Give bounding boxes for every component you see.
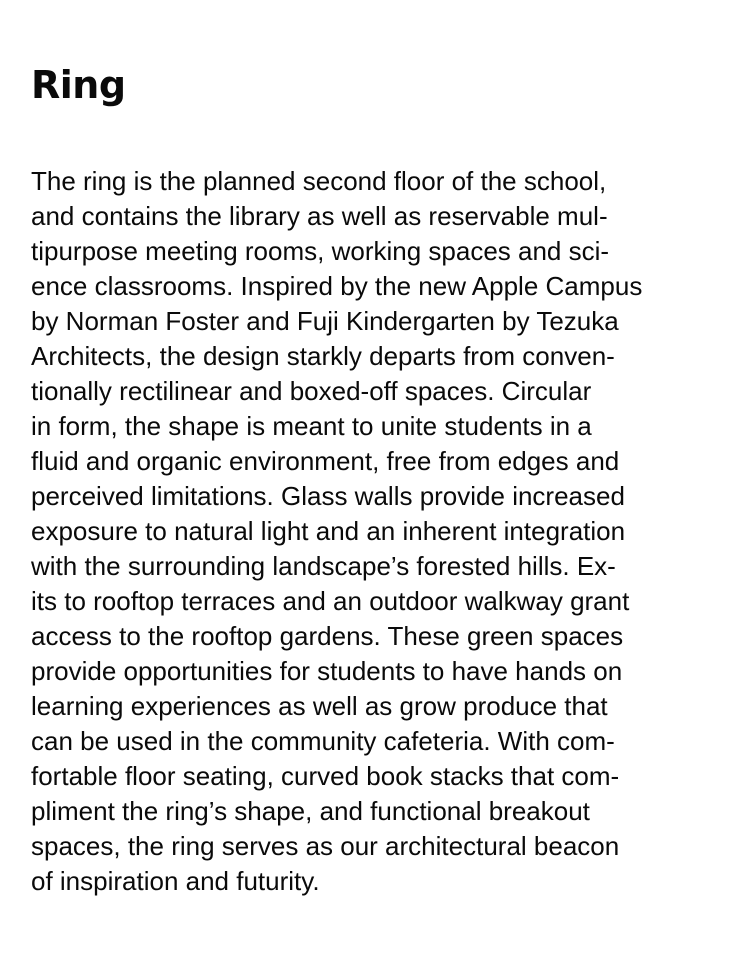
paragraph-line: its to rooftop terraces and an outdoor walkway grant	[31, 586, 630, 616]
paragraph-line: exposure to natural light and an inherent integration	[31, 516, 626, 546]
paragraph-line: can be used in the community cafeteria. With com-	[31, 726, 615, 756]
paragraph-line: with the surrounding landscape’s forested hills. Ex-	[31, 551, 616, 581]
paragraph-line: provide opportunities for students to have hands on	[31, 656, 623, 686]
paragraph-line: spaces, the ring serves as our architectural beacon	[31, 831, 620, 861]
paragraph-line: pliment the ring’s shape, and functional breakout	[31, 796, 590, 826]
section-heading: Ring	[31, 63, 126, 107]
paragraph-line: tionally rectilinear and boxed-off spaces. Circular	[31, 376, 592, 406]
paragraph-line: fluid and organic environment, free from edges and	[31, 446, 620, 476]
paragraph-line: learning experiences as well as grow produce that	[31, 691, 608, 721]
paragraph-line: access to the rooftop gardens. These green spaces	[31, 621, 624, 651]
paragraph-line: Architects, the design starkly departs from conven-	[31, 341, 615, 371]
paragraph-line: perceived limitations. Glass walls provide increased	[31, 481, 625, 511]
paragraph-line: of inspiration and futurity.	[31, 866, 320, 896]
body-paragraph	[31, 164, 731, 899]
paragraph-line: in form, the shape is meant to unite students in a	[31, 411, 592, 441]
paragraph-line: by Norman Foster and Fuji Kindergarten by Tezuka	[31, 306, 619, 336]
paragraph-line: fortable floor seating, curved book stacks that com-	[31, 761, 620, 791]
paragraph-line: tipurpose meeting rooms, working spaces and sci-	[31, 236, 610, 266]
paragraph-line: and contains the library as well as reservable mul-	[31, 201, 608, 231]
paragraph-line: The ring is the planned second floor of the school,	[31, 166, 607, 196]
paragraph-line: ence classrooms. Inspired by the new Apple Campus	[31, 271, 643, 301]
